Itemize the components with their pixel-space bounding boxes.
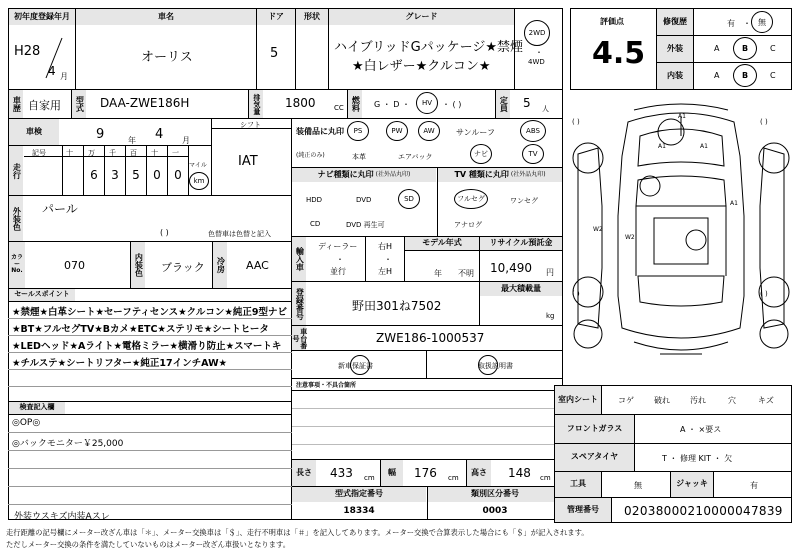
inspector-line-2: ◎バックモニター￥25,000 (12, 439, 124, 449)
equip-navi: ナビ (470, 144, 492, 164)
fuel-other: ・ ( ) (442, 100, 462, 109)
mileage-label: 走行 (9, 146, 23, 195)
tools-label: 工具 (555, 472, 601, 497)
ac-value: AAC (246, 259, 269, 272)
mgmt-value: 02038000210000047839 (624, 504, 783, 518)
model-value: DAA-ZWE186H (100, 96, 190, 110)
chassis-value: ZWE186-1000537 (376, 331, 485, 345)
interior-label: 内装色 (131, 242, 145, 288)
first-reg-month-unit: 月 (60, 72, 68, 81)
tv-oneseg: ワンセグ (510, 197, 538, 205)
tools-value: 無 (634, 481, 642, 490)
drive-dot: ・ (535, 48, 543, 57)
interior-value: ブラック (161, 261, 205, 274)
import-dealer: ディーラー (318, 242, 358, 251)
width-unit: cm (448, 474, 459, 482)
tv-analog: アナログ (454, 221, 482, 229)
equip-leather: 本革 (352, 153, 366, 161)
tv-fullseg: フルセグ (454, 189, 488, 209)
mileage-digit: 6 (90, 168, 98, 182)
shift-label: シフト (240, 121, 261, 129)
door-count: 5 (270, 46, 279, 61)
usage-label: 車歴 (9, 90, 23, 118)
int-grade-b: B (733, 64, 757, 87)
equipment-sub: (純正のみ) (296, 152, 325, 159)
repair-label: 修復歴 (657, 9, 693, 35)
drive-2wd: 2WD (524, 20, 550, 46)
model-label: 型式 (72, 90, 86, 118)
unit-jyu: 十 (151, 149, 158, 157)
km-unit: km (189, 172, 209, 190)
sheet-item-hole: 穴 (728, 396, 736, 405)
equip-abs: ABS (520, 120, 546, 142)
cc-unit: CC (334, 104, 344, 112)
diagram-mark: A1 (730, 200, 738, 207)
designation-label: 型式指定番号 (292, 487, 426, 502)
import-parallel: 並行 (330, 267, 346, 276)
selling-line: ★LEDヘッド★Aライト★電格ミラー★横滑り防止★スマートキ (12, 341, 282, 352)
registration-label: 登録番号 (292, 282, 306, 325)
inspection-year-unit: 年 (128, 136, 136, 145)
equip-pw: PW (386, 121, 408, 141)
import-lh: 左H (378, 267, 393, 276)
model-year-label: モデル年式 (405, 237, 479, 250)
diagram-mark: A1 (700, 143, 708, 150)
displacement-label: 排気量 (249, 90, 263, 118)
car-name-header: 車名 (76, 9, 256, 25)
height-label: 高さ (467, 460, 491, 486)
footer-line-1: 走行距離の記号欄にメーター改ざん車は「＊」、メーター交換車は「＄」、走行不明車は「＃」を記入してあります。メーター交換で合算表示した場合にも「＄」が記入されます。 (6, 528, 589, 537)
spare-value: T ・ 修理 KIT ・ 欠 (662, 454, 733, 463)
navi-cd: CD (310, 220, 321, 228)
first-reg-month: 4 (48, 64, 56, 78)
recycle-yen: 円 (546, 268, 554, 277)
footer-line-2: ただしメーター交換の条件を満たしていないものはメーター改ざん車扱いとなります。 (6, 540, 290, 549)
equip-aw: AW (418, 121, 440, 141)
navi-dvd-play: DVD 再生可 (346, 221, 385, 229)
footer-note (6, 527, 796, 551)
doc-manual: 取扱説明書 (478, 362, 513, 370)
doc-warranty-mark (350, 355, 370, 375)
jack-value: 有 (750, 481, 758, 490)
registration-value: 野田301ね7502 (352, 299, 442, 313)
fuel-hv: HV (416, 92, 438, 114)
diagram-mark: A1 (658, 143, 666, 150)
mileage-digit: 3 (111, 168, 119, 182)
mileage-digit: 5 (132, 168, 140, 182)
diagram-mark: W2 (593, 226, 603, 233)
capacity-value: 5 (523, 96, 531, 110)
drive-4wd: 4WD (528, 58, 545, 66)
width-value: 176 (414, 466, 437, 480)
diagram-paren: ( ) (572, 118, 580, 126)
sheet-item-tear: 破れ (654, 396, 670, 405)
equip-ps: PS (347, 121, 369, 141)
max-load-unit: kg (546, 312, 555, 320)
grade-header: グレード (329, 9, 514, 25)
length-value: 433 (330, 466, 353, 480)
diagram-paren: ( ) (760, 118, 768, 126)
import-label: 輸入車 (292, 237, 306, 281)
chassis-label: 車台番号 (292, 327, 308, 349)
mile-unit: マイル (189, 162, 207, 169)
repair-yes: 有 (727, 19, 735, 28)
unit-sen: 千 (109, 149, 116, 157)
ac-label: 冷房 (213, 242, 227, 288)
ext-grade-a: A (714, 44, 720, 53)
navi-hdd: HDD (306, 196, 323, 204)
mileage-digit: 0 (153, 168, 161, 182)
inspection-year: 9 (96, 127, 105, 142)
bottom-note: 外装ウスキズ内装Aスレ (14, 512, 110, 522)
selling-line: ★チルステ★シートリフター★純正17インチAW★ (12, 358, 228, 369)
selling-line: ★禁煙★白革シート★セーフティセンス★クルコン★純正9型ナビ (12, 307, 288, 318)
diagram-paren: ( ) (760, 290, 768, 298)
shape-header: 形状 (296, 9, 328, 25)
equip-tv: TV (522, 144, 544, 164)
diagram-paren: ( ) (572, 290, 580, 298)
height-unit: cm (540, 474, 551, 482)
int-label: 内装 (657, 63, 693, 89)
selling-label: セールスポイント (9, 289, 75, 301)
color-no-label: カラーNo. (9, 242, 25, 288)
navi-type-title: ナビ種類に丸印 (社外品丸印) (292, 168, 436, 182)
recycle-label: リサイクル預託金 (480, 237, 562, 250)
capacity-unit: 人 (542, 105, 549, 113)
exterior-label: 外装色 (9, 196, 23, 241)
recycle-value: 10,490 (490, 261, 532, 275)
first-reg-era: H28 (14, 44, 41, 59)
tv-type-title: TV 種類に丸印 (社外品丸印) (438, 168, 562, 182)
diagram-mark: A1 (678, 113, 686, 120)
displacement-value: 1800 (285, 96, 316, 110)
grade-line-2: ★白レザー★クルコン★ (352, 59, 491, 74)
fuel-label: 燃料 (348, 90, 362, 118)
unit-ichi: 一 (172, 149, 179, 157)
score-label: 評価点 (600, 17, 624, 26)
spare-label: スペアタイヤ (555, 444, 634, 471)
model-year-unit: 年 (434, 269, 442, 278)
cautions-label: 注意事項・不具合箇所 (296, 382, 357, 389)
category-value: 0003 (482, 506, 508, 516)
shift-value: IAT (238, 154, 258, 169)
mgmt-label: 管理番号 (555, 498, 611, 522)
inspection-label: 車検 (9, 119, 59, 145)
first-reg-header: 初年度登録年月 (9, 9, 75, 25)
category-label: 類別区分番号 (428, 487, 562, 502)
designation-value: 18334 (343, 506, 375, 516)
width-label: 幅 (381, 460, 403, 486)
doc-manual-mark (478, 355, 498, 375)
exterior-paren: ( ) (160, 228, 169, 237)
unit-jyuman: 十 (66, 149, 73, 157)
length-unit: cm (364, 474, 375, 482)
exterior-color: パール (42, 202, 78, 216)
sheet-item-stain: 汚れ (690, 396, 706, 405)
length-label: 長さ (292, 460, 316, 486)
height-value: 148 (508, 466, 531, 480)
usage-value: 自家用 (28, 99, 61, 112)
door-header: ドア (257, 9, 295, 25)
inspector-line-1: ◎OP◎ (12, 418, 41, 428)
car-name: オーリス (141, 50, 193, 65)
max-load-label: 最大積載量 (480, 282, 562, 296)
interior-sheet-label: 室内シート (555, 386, 601, 414)
jack-label: ジャッキ (671, 472, 713, 497)
diagram-mark: W2 (625, 234, 635, 241)
windshield-value: A ・ ×要ス (680, 425, 722, 434)
car-damage-diagram (568, 96, 794, 380)
score-value: 4.5 (592, 36, 646, 71)
navi-sd: SD (398, 189, 420, 209)
selling-line: ★BT★フルセグTV★Bカメ★ETC★ステリモ★シートヒータ (12, 324, 269, 335)
mileage-kigo: 記号 (32, 149, 46, 157)
repair-no: 無 (751, 11, 773, 33)
exterior-note: 色替車は色替と記入 (208, 230, 271, 238)
repair-sep: ・ (743, 19, 751, 28)
ext-label: 外装 (657, 36, 693, 62)
mileage-digit: 0 (174, 168, 182, 182)
int-grade-a: A (714, 71, 720, 80)
equipment-label: 装備品に丸印 (296, 127, 344, 136)
ext-grade-b: B (733, 37, 757, 60)
windshield-label: フロントガラス (555, 415, 634, 443)
unit-man: 万 (88, 149, 95, 157)
equip-sunroof: サンルーフ (456, 128, 495, 137)
sheet-item-scratch: キズ (758, 396, 774, 405)
doc-warranty: 新車保証書 (338, 362, 373, 370)
int-grade-c: C (770, 71, 776, 80)
model-year-unknown: 不明 (458, 269, 474, 278)
ext-grade-c: C (770, 44, 776, 53)
equip-airbag: エアバック (398, 153, 433, 161)
navi-dvd: DVD (356, 196, 372, 204)
inspector-label: 検査記入欄 (9, 402, 65, 414)
import-dot-2: ・ (384, 255, 392, 264)
grade-line-1: ハイブリッドGパッケージ★禁煙 (334, 40, 524, 55)
color-no-value: 070 (64, 259, 85, 272)
sheet-item-burn: コゲ (618, 396, 634, 405)
unit-hyaku: 百 (130, 149, 137, 157)
import-rh: 右H (378, 242, 393, 251)
import-dot: ・ (336, 255, 344, 264)
inspection-month-unit: 月 (182, 136, 190, 145)
inspection-month: 4 (155, 127, 164, 142)
capacity-label: 定員 (496, 90, 510, 118)
fuel-options: G ・ D ・ (374, 100, 410, 109)
